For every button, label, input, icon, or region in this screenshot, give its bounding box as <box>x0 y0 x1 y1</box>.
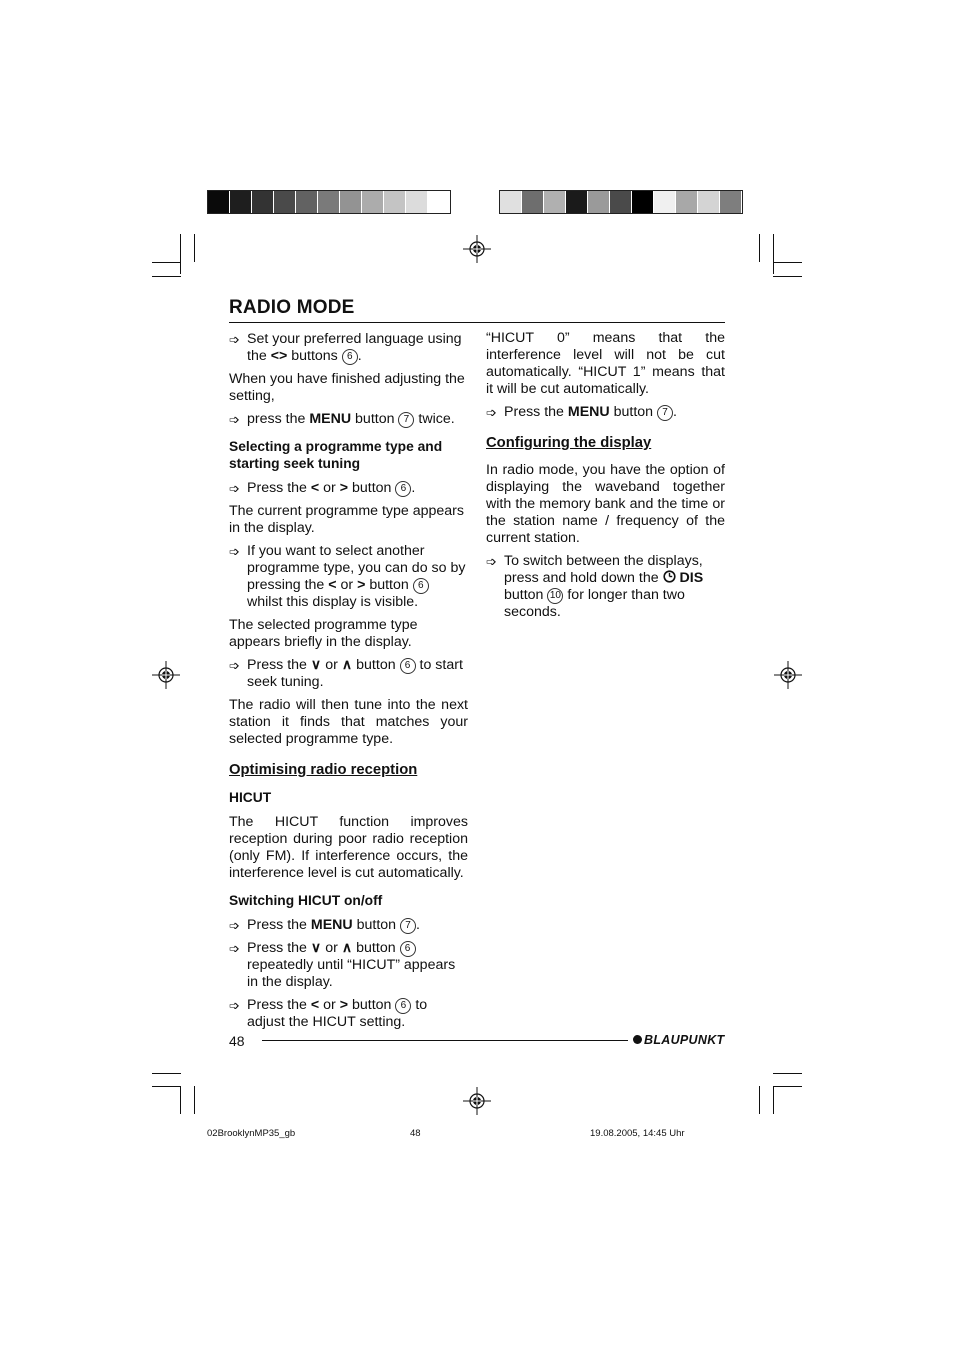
color-swatch <box>274 191 296 213</box>
brand-logo: BLAUPUNKT <box>633 1033 724 1047</box>
right-color-bar <box>499 190 743 214</box>
left-column <box>229 331 468 1037</box>
list-item: ➩ press the MENU button 7 twice. <box>229 411 455 427</box>
crop-mark <box>773 1086 774 1114</box>
registration-mark-icon <box>463 1087 491 1115</box>
color-swatch <box>384 191 406 213</box>
print-date: 19.08.2005, 14:45 Uhr <box>590 1128 685 1139</box>
button-number: 6 <box>395 481 411 497</box>
arrow-icon: ➩ <box>229 544 240 559</box>
list-item: ➩ Press the ∨ or ∧ button 6 repeatedly until “HICUT” appears in the display. <box>229 940 456 990</box>
button-number: 6 <box>413 578 429 594</box>
button-number: 7 <box>657 405 673 421</box>
registration-mark-icon <box>463 235 491 263</box>
paragraph: “HICUT 0” means that the interference level will not be cut automatically. “HICUT 1” means that it will be cut automatically. <box>486 330 725 397</box>
color-swatch <box>698 191 720 213</box>
list-item: ➩ Press the MENU button 7 . <box>486 404 677 420</box>
crop-mark <box>773 1086 802 1087</box>
arrow-icon: ➩ <box>486 554 497 569</box>
button-number: 10 <box>547 588 563 604</box>
right-column <box>486 330 725 627</box>
arrow-icon: ➩ <box>229 412 240 427</box>
paragraph: The HICUT function improves reception during poor radio reception (only FM). If interference occurs, the interference level is cut automatically. <box>229 814 468 881</box>
crop-mark <box>759 1086 760 1114</box>
section-heading: Configuring the display <box>486 435 652 451</box>
button-number: 7 <box>400 918 416 934</box>
color-swatch <box>208 191 230 213</box>
right-arrow-icon: > <box>339 480 349 496</box>
list-item: ➩ Press the MENU button 7 . <box>229 917 420 933</box>
paragraph: The radio will then tune into the next station it finds that matches your selected programme type. <box>229 697 468 747</box>
print-page: 48 <box>410 1128 421 1139</box>
crop-mark <box>152 276 181 277</box>
color-swatch <box>428 191 450 213</box>
subheading: HICUT <box>229 790 272 805</box>
list-item: ➩ To switch between the displays, press and hold down the DIS button 10 for longer than two seconds. <box>486 553 704 620</box>
down-arrow-icon: ∨ <box>310 940 322 956</box>
crop-mark <box>152 1086 181 1087</box>
right-arrow-icon: > <box>339 997 349 1013</box>
crop-mark <box>773 1073 802 1074</box>
color-swatch <box>318 191 340 213</box>
right-arrow-icon: > <box>357 577 366 593</box>
arrow-icon: ➩ <box>229 918 240 933</box>
left-color-bar <box>207 190 451 214</box>
button-number: 6 <box>342 349 358 365</box>
color-swatch <box>252 191 274 213</box>
color-swatch <box>610 191 632 213</box>
color-swatch <box>500 191 522 213</box>
registration-mark-icon <box>774 661 802 689</box>
print-filename: 02BrooklynMP35_gb <box>207 1128 296 1139</box>
list-item: ➩ If you want to select another programme type, you can do so by pressing the < or > button 6 whilst this display is visible. <box>229 543 466 610</box>
color-swatch <box>406 191 428 213</box>
arrow-icon: ➩ <box>229 658 240 673</box>
paragraph: The selected programme type appears briefly in the display. <box>229 617 418 650</box>
button-number: 6 <box>400 941 416 957</box>
crop-mark <box>773 234 774 274</box>
button-number: 6 <box>400 658 416 674</box>
color-swatch <box>566 191 588 213</box>
color-swatch <box>230 191 252 213</box>
color-swatch <box>588 191 610 213</box>
crop-mark <box>152 262 181 263</box>
crop-mark <box>180 234 181 274</box>
crop-mark <box>773 276 802 277</box>
color-swatch <box>654 191 676 213</box>
list-item: ➩ Set your preferred language using the <> buttons 6 . <box>229 331 462 364</box>
crop-mark <box>773 262 802 263</box>
footer-rule <box>262 1040 628 1041</box>
paragraph: In radio mode, you have the option of displaying the waveband together with the memory bank and the time or the station name / frequency of the current station. <box>486 462 725 546</box>
left-arrow-icon: < <box>310 997 320 1013</box>
left-arrow-icon: < <box>328 577 337 593</box>
brand-dot-icon <box>633 1035 642 1044</box>
color-swatch <box>522 191 544 213</box>
crop-mark <box>194 234 195 262</box>
color-swatch <box>296 191 318 213</box>
subheading: Switching HICUT on/off <box>229 893 383 908</box>
crop-mark <box>759 234 760 262</box>
color-swatch <box>720 191 742 213</box>
list-item: ➩ Press the < or > button 6 to adjust the HICUT setting. <box>229 997 428 1030</box>
page-number: 48 <box>229 1033 245 1049</box>
crop-mark <box>180 1086 181 1114</box>
page-title: RADIO MODE <box>229 297 355 318</box>
up-arrow-icon: ∧ <box>341 940 353 956</box>
list-item: ➩ Press the < or > button 6 . <box>229 480 416 496</box>
arrow-icon: ➩ <box>229 941 240 956</box>
left-right-arrows-icon: <> <box>270 348 288 364</box>
button-number: 7 <box>398 412 414 428</box>
left-arrow-icon: < <box>310 480 320 496</box>
subheading: Selecting a programme type and starting seek tuning <box>229 439 443 471</box>
color-swatch <box>362 191 384 213</box>
up-arrow-icon: ∧ <box>341 657 353 673</box>
paragraph: When you have finished adjusting the setting, <box>229 371 465 404</box>
title-rule <box>229 322 725 323</box>
down-arrow-icon: ∨ <box>310 657 322 673</box>
arrow-icon: ➩ <box>229 481 240 496</box>
clock-icon <box>663 570 676 583</box>
section-heading: Optimising radio reception <box>229 762 418 778</box>
paragraph: The current programme type appears in the display. <box>229 503 464 536</box>
arrow-icon: ➩ <box>486 405 497 420</box>
color-swatch <box>676 191 698 213</box>
crop-mark <box>152 1073 181 1074</box>
button-number: 6 <box>395 998 411 1014</box>
arrow-icon: ➩ <box>229 332 240 347</box>
list-item: ➩ Press the ∨ or ∧ button 6 to start seek tuning. <box>229 657 463 690</box>
arrow-icon: ➩ <box>229 998 240 1013</box>
color-swatch <box>340 191 362 213</box>
color-swatch <box>544 191 566 213</box>
registration-mark-icon <box>152 661 180 689</box>
color-swatch <box>632 191 654 213</box>
crop-mark <box>194 1086 195 1114</box>
